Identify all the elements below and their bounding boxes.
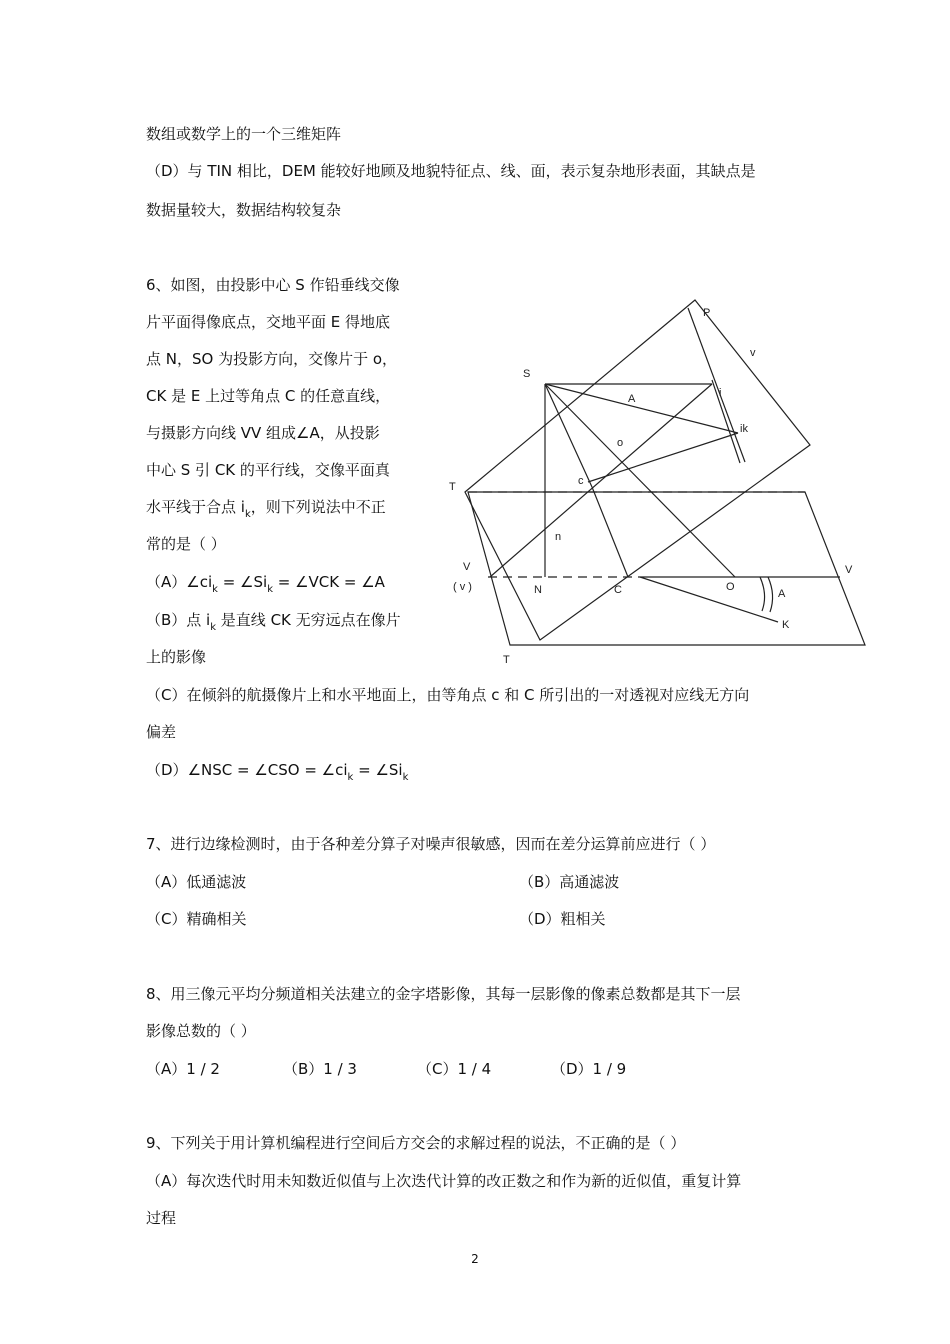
- label-v-top: v: [750, 347, 756, 359]
- q6-subscript: k: [244, 509, 251, 520]
- q6-stem-line-3: 点 N，SO 为投影方向，交像片于 o，: [146, 350, 398, 368]
- label-S: S: [523, 368, 531, 380]
- formula-part: ∠NSC = ∠CSO = ∠ci: [187, 761, 348, 779]
- c-to-ik: [588, 433, 738, 482]
- q5-option-d-line1: （D）与 TIN 相比，DEM 能较好地顾及地貌特征点、线、面，表示复杂地形表面，其缺点是: [146, 162, 756, 180]
- q6-option-c-line1: （C）在倾斜的航摄像片上和水平地面上，由等角点 c 和 C 所引出的一对透视对应线无方向: [146, 686, 750, 704]
- q6-subscript: k: [402, 772, 409, 783]
- q6-option-c-line2: 偏差: [146, 723, 177, 741]
- label-T-top: T: [449, 481, 456, 493]
- q6-option-b-line2: 上的影像: [146, 648, 207, 666]
- q5-text-line: 数组或数学上的一个三维矩阵: [146, 125, 342, 143]
- q6-stem-line-8: 常的是（ ）: [146, 535, 226, 553]
- q7-option-c: （C）精确相关: [146, 910, 247, 928]
- q8-option-d: （D）1 / 9: [551, 1060, 627, 1078]
- q8-option-a: （A）1 / 2: [146, 1060, 220, 1078]
- q6-option-d: [146, 760, 408, 783]
- q6-stem-text: 水平线于合点 i: [146, 498, 245, 516]
- q6-stem-line-2: 片平面得像底点，交地平面 E 得地底: [146, 313, 391, 331]
- q9-option-a-line1: （A）每次迭代时用未知数近似值与上次迭代计算的改正数之和作为新的近似值，重复计算: [146, 1172, 742, 1190]
- q6-stem-line-4: CK 是 E 上过等角点 C 的任意直线，: [146, 387, 391, 405]
- ck-line: [640, 577, 778, 622]
- q7-option-a: （A）低通滤波: [146, 873, 247, 891]
- label-A-lower: A: [778, 588, 786, 600]
- s-to-ik: [545, 384, 738, 433]
- option-label: （A）: [146, 573, 187, 591]
- label-V-left: V: [463, 561, 471, 573]
- formula-part: = ∠Si: [217, 573, 268, 591]
- formula-part: = ∠Si: [353, 761, 403, 779]
- photo-plane: [465, 300, 810, 640]
- label-P: P: [703, 307, 711, 319]
- q9-option-a-line2: 过程: [146, 1209, 177, 1227]
- label-T-bottom: T: [503, 654, 510, 666]
- ground-plane: [468, 492, 865, 645]
- angle-arc: [768, 577, 773, 612]
- s-to-c: [545, 384, 592, 487]
- label-v-paren: ( v ): [453, 581, 472, 593]
- formula-part: = ∠VCK = ∠A: [272, 573, 385, 591]
- q6-subscript: k: [347, 772, 354, 783]
- label-C: C: [614, 584, 622, 596]
- label-n: n: [555, 531, 562, 543]
- page-number: 2: [471, 1252, 479, 1266]
- label-K: K: [782, 619, 790, 631]
- q9-stem: 9、下列关于用计算机编程进行空间后方交会的求解过程的说法，不正确的是（ ）: [146, 1134, 686, 1152]
- q5-option-d-line2: 数据量较大，数据结构较复杂: [146, 201, 342, 219]
- photo-plane-inner-line: [688, 308, 745, 462]
- label-N: N: [534, 584, 542, 596]
- q6-subscript: k: [210, 622, 217, 633]
- q6-subscript: k: [212, 584, 218, 595]
- option-text: 是直线 CK 无穷远点在像片: [216, 611, 401, 629]
- s-to-o: [545, 384, 735, 577]
- q8-option-c: （C）1 / 4: [417, 1060, 492, 1078]
- q7-option-b: （B）高通滤波: [519, 873, 620, 891]
- q7-option-d: （D）粗相关: [519, 910, 606, 928]
- label-i: i: [719, 387, 722, 399]
- q8-stem-line-1: 8、用三像元平均分频道相关法建立的金字塔影像，其每一层影像的像素总数都是其下一层: [146, 985, 741, 1003]
- label-A-upper: A: [628, 393, 636, 405]
- q8-option-b: （B）1 / 3: [283, 1060, 357, 1078]
- formula-part: ∠ci: [186, 573, 213, 591]
- label-ik: ik: [740, 423, 748, 435]
- label-o: o: [617, 437, 624, 449]
- option-label: （D）: [146, 761, 188, 779]
- q6-stem-line-6: 中心 S 引 CK 的平行线，交像平面真: [146, 461, 390, 479]
- label-O: O: [726, 581, 735, 593]
- q6-stem-line-5: 与摄影方向线 VV 组成∠A，从投影: [146, 424, 380, 442]
- angle-arc: [760, 577, 765, 611]
- q8-stem-line-2: 影像总数的（ ）: [146, 1022, 256, 1040]
- label-c: c: [578, 475, 584, 487]
- q6-subscript: k: [267, 584, 273, 595]
- q7-stem: 7、进行边缘检测时，由于各种差分算子对噪声很敏感，因而在差分运算前应进行（ ）: [146, 835, 716, 853]
- q6-stem-line-1: 6、如图，由投影中心 S 作铅垂线交像: [146, 276, 400, 294]
- long-diagonal: [490, 384, 712, 577]
- photo-plane-inner-line: [712, 380, 740, 463]
- option-text: （B）点 i: [146, 611, 211, 629]
- label-V-right: V: [845, 564, 853, 576]
- q6-stem-text: ，则下列说法中不正: [250, 498, 386, 516]
- s-to-c-ground: [592, 487, 628, 577]
